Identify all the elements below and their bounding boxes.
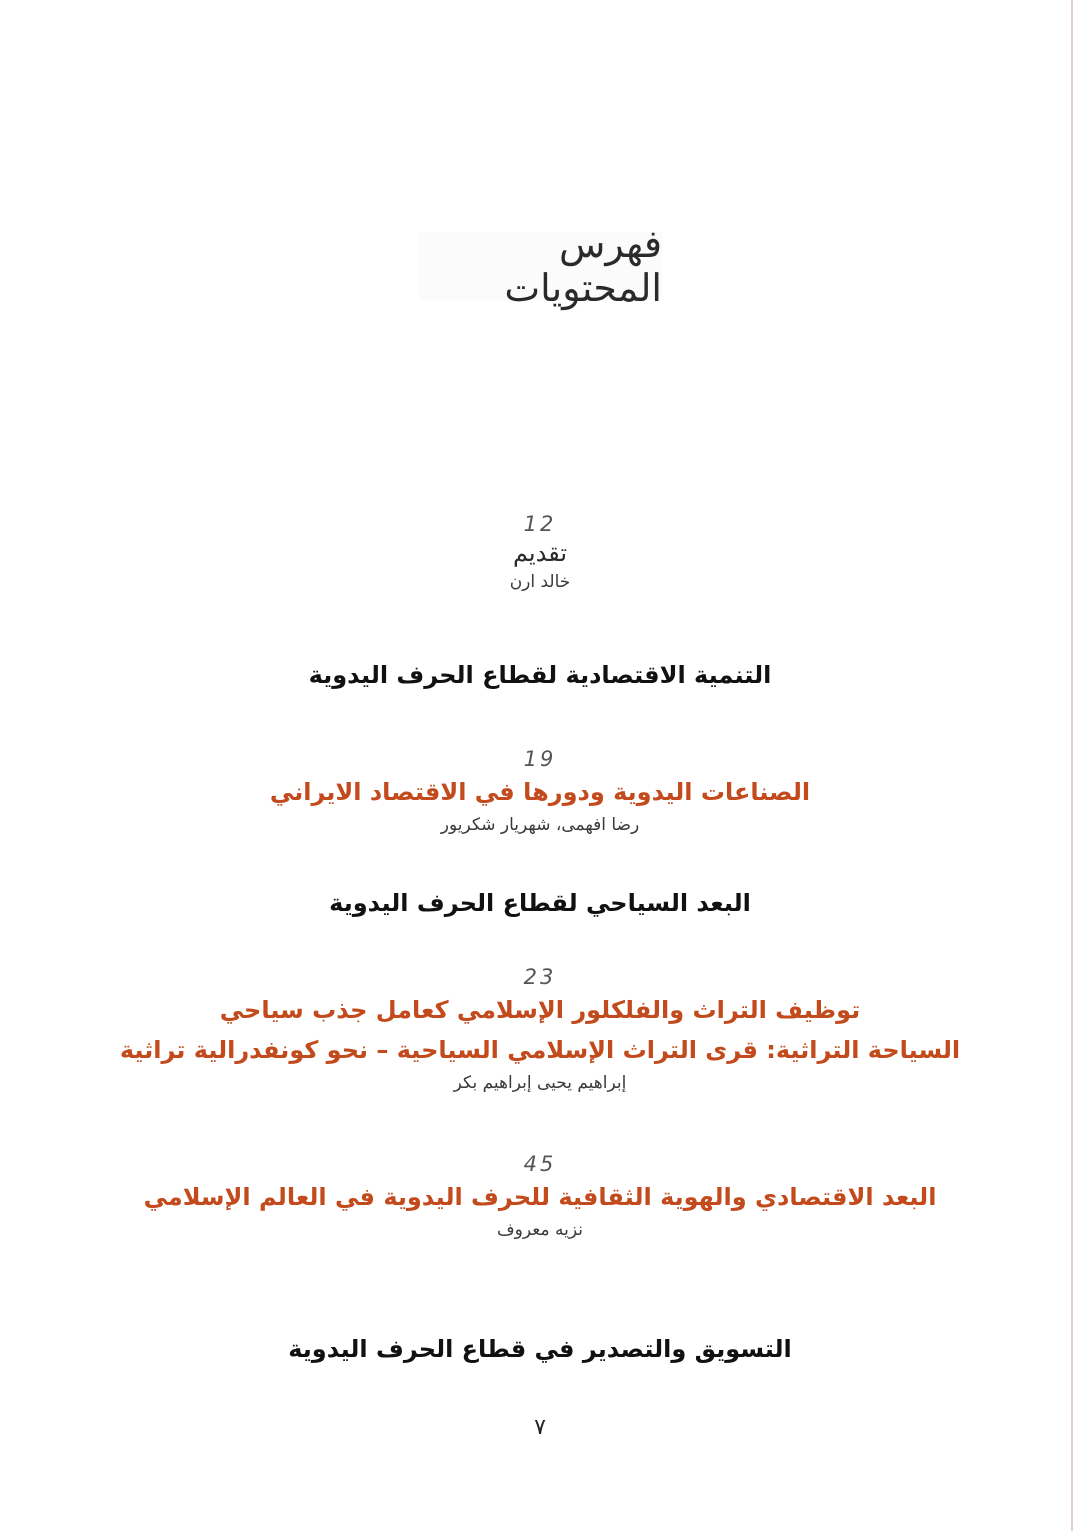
footer-page-number: ٧ (534, 1415, 546, 1440)
article-title: البعد الاقتصادي والهوية الثقافية للحرف اليدوية في العالم الإسلامي (143, 1183, 937, 1211)
article-author: إبراهيم يحيى إبراهيم بكر (453, 1073, 627, 1093)
footer (0, 1414, 1080, 1442)
section-title: البعد السياحي لقطاع الحرف اليدوية (329, 889, 751, 917)
article-author: رضا افهمى، شهريار شكريور (440, 815, 640, 835)
page-number: 23 (523, 965, 557, 989)
page-number: 45 (523, 1152, 557, 1176)
toc-section-economic[interactable] (0, 658, 1080, 692)
section-title: التنمية الاقتصادية لقطاع الحرف اليدوية (308, 661, 772, 689)
page-number: 19 (523, 747, 557, 771)
page-title-plate (418, 222, 662, 310)
toc-entry-introduction[interactable] (0, 511, 1080, 595)
toc-article-45[interactable] (0, 1151, 1080, 1243)
article-title: الصناعات اليدوية ودورها في الاقتصاد الايراني (269, 778, 811, 806)
toc-section-tourism[interactable] (0, 886, 1080, 920)
page-title: فهرس المحتويات (504, 222, 662, 310)
section-title: التسويق والتصدير في قطاع الحرف اليدوية (288, 1335, 792, 1363)
toc-section-marketing[interactable] (0, 1332, 1080, 1366)
entry-heading: تقديم (512, 539, 568, 567)
article-title-line-1: توظيف التراث والفلكلور الإسلامي كعامل جذب سياحي (219, 996, 861, 1024)
toc-article-19[interactable] (0, 746, 1080, 838)
toc-article-23[interactable] (0, 964, 1080, 1096)
article-author: نزيه معروف (497, 1220, 583, 1240)
entry-author: خالد ارن (509, 572, 571, 592)
page-number: 12 (523, 512, 557, 536)
article-title-line-2: السياحة التراثية: قرى التراث الإسلامي السياحية – نحو كونفدرالية تراثية (119, 1036, 961, 1064)
